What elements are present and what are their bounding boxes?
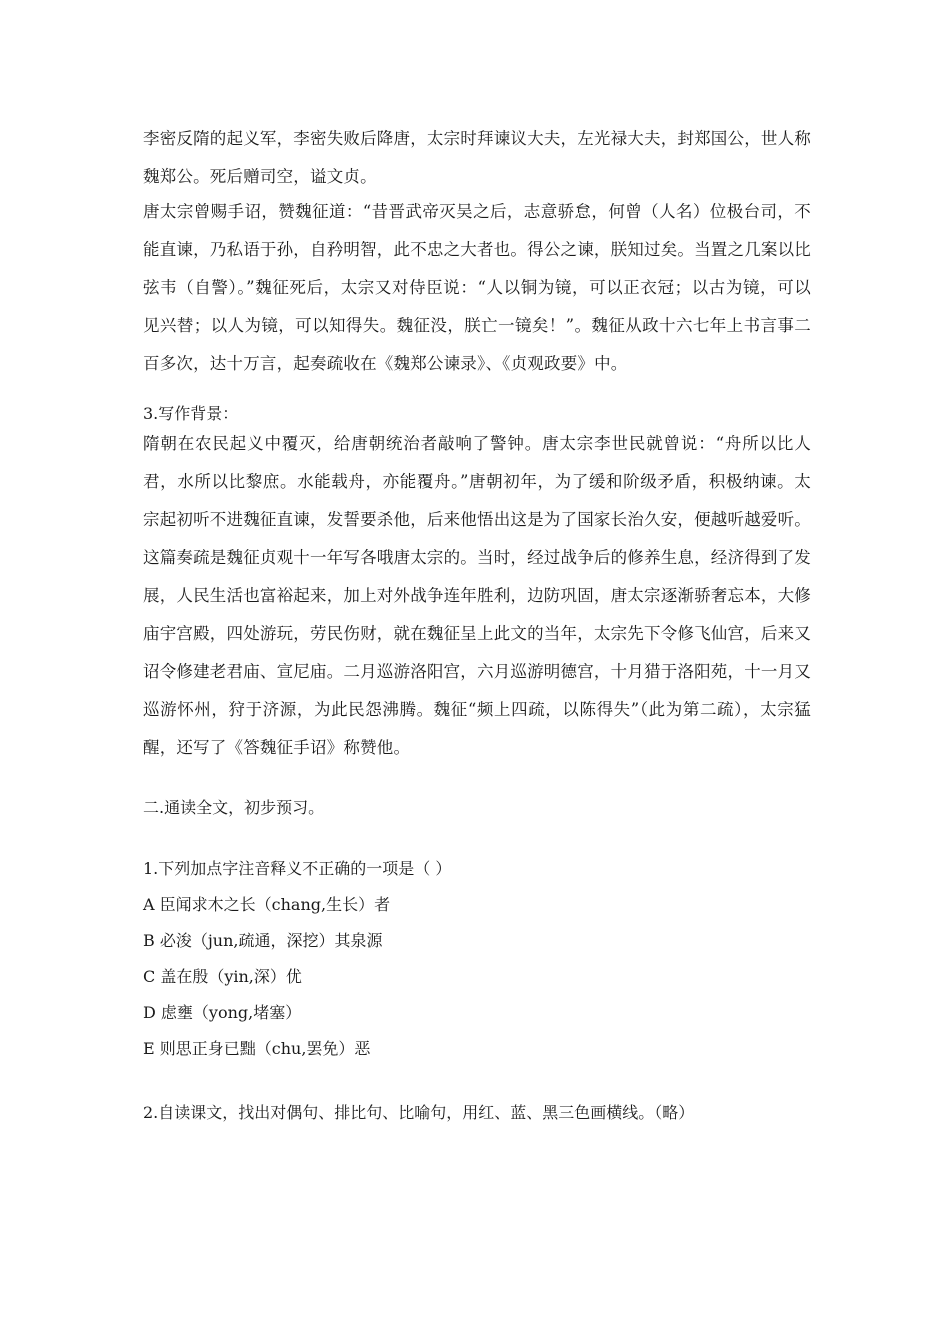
question-1-stem: 1.下列加点字注音释义不正确的一项是（ ）: [143, 859, 452, 878]
bio-paragraph-2: 唐太宗曾赐手诏，赞魏征道：“昔晋武帝灭吴之后，志意骄怠，何曾（人名）位极台司，不能直谏，乃私语于孙，自矜明智，此不忠之大者也。得公之谏，朕知过矣。当置之几案以比弦韦（自警）。”魏征死后，太宗又对侍臣说：“人以铜为镜，可以正衣冠；以古为镜，可以见兴替；以人为镜，可以知得失。魏征没，朕亡一镜矣！”。魏征从政十六七年上书言事二百多次，达十万言，起奏疏收在《魏郑公谏录》、《贞观政要》中。: [143, 202, 811, 373]
spacer: [143, 821, 811, 851]
section-2-heading: 二.通读全文，初步预习。: [143, 798, 325, 817]
spacer: [143, 767, 811, 795]
document-body: [143, 122, 811, 1131]
background-heading: 3.写作背景：: [143, 404, 239, 423]
question-1-option-b: B 必浚（jun,疏通，深挖）其泉源: [143, 931, 383, 950]
question-1-option-c: C 盖在殷（yin,深）优: [143, 967, 302, 986]
question-1-option-d: D 虑壅（yong,堵塞）: [143, 1003, 302, 1022]
background-paragraph: 隋朝在农民起义中覆灭，给唐朝统治者敲响了警钟。唐太宗李世民就曾说：“舟所以比人君，水所以比黎庶。水能载舟，亦能覆舟。”唐朝初年，为了缓和阶级矛盾，积极纳谏。太宗起初听不进魏征直谏，发誓要杀他，后来他悟出这是为了国家长治久安，便越听越爱听。这篇奏疏是魏征贞观十一年写各哦唐太宗的。当时，经过战争后的修养生息，经济得到了发展，人民生活也富裕起来，加上对外战争连年胜利，边防巩固，唐太宗逐渐骄奢忘本，大修庙宇宫殿，四处游玩，劳民伤财，就在魏征呈上此文的当年，太宗先下令修飞仙宫，后来又诏令修建老君庙、宣尼庙。二月巡游洛阳宫，六月巡游明德宫，十月猎于洛阳苑，十一月又巡游怀州，狩于济源，为此民怨沸腾。魏征“频上四疏，以陈得失”（此为第二疏），太宗猛醒，还写了《答魏征手诏》称赞他。: [143, 434, 811, 757]
question-2-stem: 2.自读课文，找出对偶句、排比句、比喻句，用红、蓝、黑三色画横线。（略）: [143, 1103, 695, 1122]
question-1-option-e: E 则思正身已黜（chu,罢免）恶: [143, 1039, 371, 1058]
bio-paragraph-1: 李密反隋的起义军，李密失败后降唐，太宗时拜谏议大夫，左光禄大夫，封郑国公，世人称魏郑公。死后赠司空，谥文贞。: [143, 129, 811, 186]
spacer: [143, 383, 811, 391]
question-1-option-a: A 臣闻求木之长（chang,生长）者: [143, 895, 391, 914]
spacer: [143, 1067, 811, 1095]
